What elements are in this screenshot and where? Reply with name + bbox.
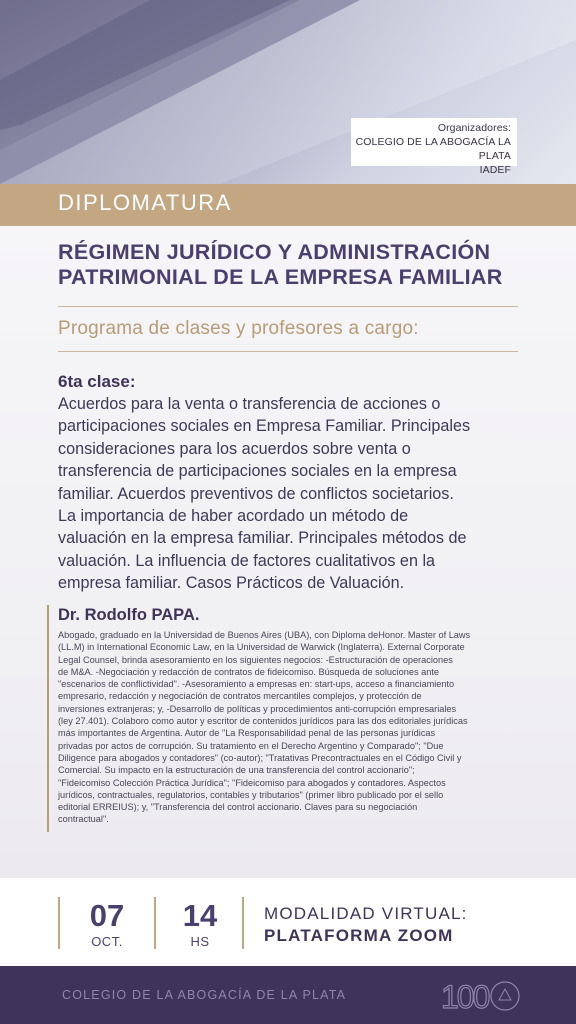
class-line: valuación en la empresa familiar. Principales métodos de [58,529,467,548]
class-line: consideraciones para los acuerdos sobre venta o [58,439,411,458]
bio-line: (LL.M) in International Economic Law, en la Universidad de Warwick (Inglaterra). External Corporate [58,642,465,653]
program-subtitle: Programa de clases y profesores a cargo: [58,318,419,339]
platform-label: PLATAFORMA ZOOM [264,926,454,945]
modality-label: MODALIDAD VIRTUAL: [264,904,468,923]
footer-institution: COLEGIO DE LA ABOGACÍA DE LA PLATA [62,988,347,1002]
event-hour: 14 [182,898,218,933]
class-description [58,393,528,595]
event-hour-unit: HS [190,934,210,949]
event-month: OCT. [91,934,123,949]
logo-triangle-icon [499,989,511,1000]
title-line-1: RÉGIMEN JURÍDICO Y ADMINISTRACIÓN [58,240,491,264]
divider-middle [154,897,156,949]
professor-bio [58,629,524,826]
bio-line: Legal Counsel, brinda asesoramiento en los siguientes negocios: -Estructuración de operaciones [58,654,453,665]
logo-number: 100 [441,979,489,1014]
class-line: empresa familiar. Casos Prácticos de Valuación. [58,574,405,593]
bio-line: "Fideicomiso Colección Práctica Jurídica"; "Fideicomiso para abogados y contadores. Aspectos [58,777,446,788]
organizer-iadef: IADEF [479,164,511,176]
bio-line: inversiones extranjeras; y, -Desarrollo de políticas y procedimientos anti-corrupción empresariales [58,703,457,714]
divider-left [58,897,60,949]
class-line: valuación. La influencia de factores cualitativos en la [58,551,436,570]
divider-top [58,306,518,307]
event-day: 07 [89,898,125,933]
bio-line: editorial ERREIUS); y, "Transferencia del control accionario. Claves para su negociación [58,802,418,813]
organizer-colegio: COLEGIO DE LA ABOGACÍA LA PLATA [355,136,511,162]
professor-name: Dr. Rodolfo PAPA. [58,606,200,624]
bio-line: de M&A. -Negociación y redacción de contratos de fideicomiso. Búsqueda de soluciones ante [58,666,439,677]
divider-bottom [58,351,518,352]
page-title [58,240,528,290]
divider-right [242,897,244,949]
bio-line: "escenarios de conflictividad". -Asesoramiento a empresas en: start-ups, acceso a financiamiento [58,679,455,690]
organizers-box [351,118,517,176]
class-line: La importancia de haber acordado un método de [58,507,409,526]
class-line: participaciones sociales en Empresa Familiar. Principales [58,417,471,436]
class-line: transferencia de participaciones sociales en la empresa [58,462,457,481]
class-line: familiar. Acuerdos preventivos de conflictos societarios. [58,484,454,503]
category-label: DIPLOMATURA [58,190,232,215]
bio-line: más importantes de Argentina. Autor de "La Responsabilidad penal de las personas jurídicas [58,728,436,739]
bio-line: Diligence para abogados y contadores" (co-autor); "Tratativas Precontractuales en el Código Civil y [58,752,462,763]
bio-line: privadas por actos de corrupción. Su tratamiento en el Derecho Argentino y Comparado"; "Due [58,740,444,751]
centenary-logo-icon [441,978,525,1014]
header-image [0,0,576,184]
bio-line: Abogado, graduado en la Universidad de Buenos Aires (UBA), con Diploma deHonor. Master of Laws [58,630,471,640]
organizers-label: Organizadores: [437,122,511,134]
logo-seal-icon [491,982,519,1010]
bio-line: (ley 27.401). Colaboro como autor y escritor de contenidos jurídicos para las dos editoriales jurídicas [58,716,468,727]
class-line: Acuerdos para la venta o transferencia de acciones o [58,395,441,413]
professor-accent-bar [47,605,49,832]
bio-line: empresario, redacción y negociación de contratos mercantiles complejos, y protección de [58,691,422,702]
class-number: 6ta clase: [58,372,136,391]
title-line-2: PATRIMONIAL DE LA EMPRESA FAMILIAR [58,265,503,289]
bio-line: jurídicos, contractuales, regulatorios, contables y tributarios" (primer libro publicado por el sello [58,789,444,800]
bio-line: Comercial. Su impacto en la estructuración de una transferencia del control accionario"; [58,765,415,776]
bio-line: contractual". [58,814,109,825]
